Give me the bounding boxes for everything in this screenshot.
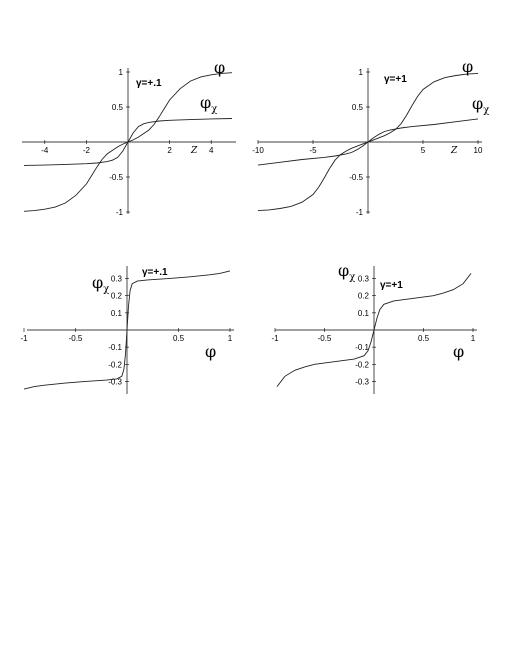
y-tick-label: 0.3 — [110, 274, 122, 284]
x-tick-label: 0.5 — [172, 334, 185, 343]
phi-curve-label: φ — [214, 58, 226, 77]
y-tick-label: -1 — [115, 208, 123, 217]
phichi-label-subscript: χ — [483, 105, 490, 116]
chart-panel-phi-z-gamma-1 — [252, 57, 489, 217]
x-tick-label: 2 — [167, 146, 172, 155]
gamma-annotation: γ=+1 — [384, 74, 407, 85]
x-tick-label: -5 — [309, 146, 317, 155]
y-tick-label: 0.2 — [110, 291, 122, 301]
y-tick-label: -1 — [355, 208, 363, 217]
y-tick-label: -0.3 — [355, 377, 369, 387]
phichi-label-base: φ — [200, 93, 212, 112]
y-tick-label: 1 — [358, 68, 363, 77]
ylabel-subscript: χ — [103, 284, 110, 295]
y-tick-label: -0.3 — [108, 377, 122, 387]
x-tick-label: -1 — [20, 334, 28, 343]
y-tick-label: 0.5 — [351, 103, 363, 112]
x-axis-label: φ — [453, 342, 465, 361]
y-tick-label: -0.5 — [109, 173, 123, 182]
ylabel-base: φ — [338, 261, 350, 280]
y-tick-label: 0.3 — [357, 274, 369, 284]
y-tick-label: -0.1 — [108, 343, 122, 353]
chart-panel-phi-z-gamma-0.1 — [22, 58, 236, 217]
y-tick-label: 1 — [118, 68, 123, 77]
ylabel-base: φ — [92, 273, 104, 292]
phichi-label-base: φ — [472, 94, 484, 113]
z-axis-label: Z — [451, 146, 458, 156]
gamma-annotation: γ=+1 — [380, 280, 403, 291]
phichi-curve-label — [472, 94, 489, 116]
phichi-curve-label — [200, 93, 217, 115]
y-tick-label: -0.1 — [355, 343, 369, 353]
y-axis-label — [338, 261, 355, 283]
x-tick-label: -10 — [252, 146, 264, 155]
x-tick-label: -1 — [271, 334, 279, 343]
chart-panel-phichi-phi-gamma-1 — [271, 261, 477, 394]
ylabel-subscript: χ — [349, 272, 356, 283]
phichi-label-subscript: χ — [211, 104, 218, 115]
y-tick-label: 0.1 — [110, 308, 122, 318]
x-tick-label: -2 — [82, 146, 90, 155]
x-tick-label: 1 — [227, 334, 233, 343]
y-tick-label: -0.5 — [349, 173, 363, 182]
y-tick-label: 0.2 — [357, 291, 369, 301]
y-axis-label — [92, 273, 109, 295]
x-tick-label: -4 — [41, 146, 49, 155]
y-tick-label: -0.2 — [355, 360, 369, 370]
y-tick-label: 0.5 — [111, 103, 123, 112]
chart-panel-phichi-phi-gamma-0.1 — [20, 266, 234, 394]
gamma-annotation: γ=+.1 — [142, 267, 168, 278]
x-tick-label: 4 — [208, 146, 214, 155]
y-tick-label: -0.2 — [108, 360, 122, 370]
x-axis-label: φ — [205, 342, 217, 361]
gamma-annotation: γ=+.1 — [136, 78, 162, 89]
z-axis-label: Z — [191, 146, 198, 156]
x-tick-label: 10 — [473, 146, 483, 155]
y-tick-label: 0.1 — [357, 308, 369, 318]
x-tick-label: -0.5 — [68, 334, 83, 343]
phi-curve-label: φ — [462, 57, 474, 76]
x-tick-label: -0.5 — [317, 334, 332, 343]
x-tick-label: 5 — [420, 146, 426, 155]
x-tick-label: 0.5 — [417, 334, 430, 343]
x-tick-label: 1 — [470, 334, 476, 343]
